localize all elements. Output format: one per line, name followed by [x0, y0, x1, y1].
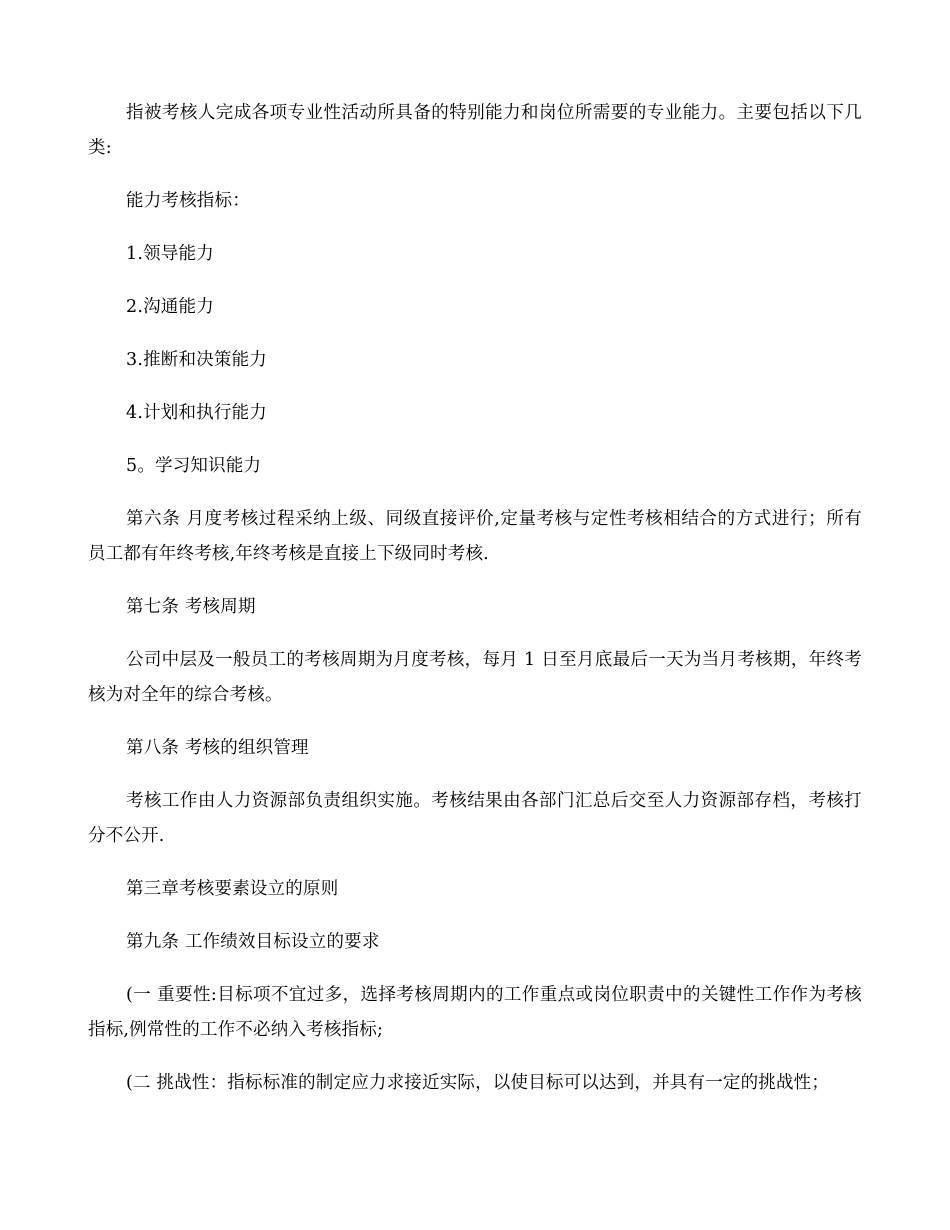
article-9-item-1: (一 重要性:目标项不宜过多，选择考核周期内的工作重点或岗位职责中的关键性工作作为考核指标,例常性的工作不必纳入考核指标;: [88, 985, 862, 1040]
article-7-body: 公司中层及一般员工的考核周期为月度考核，每月 1 日至月底最后一天为当月考核期，年终考核为对全年的综合考核。: [88, 650, 862, 705]
list-item-communication: 2.沟通能力: [126, 297, 214, 317]
document-page: [88, 96, 862, 1119]
list-item-learning: 5。学习知识能力: [126, 456, 262, 476]
list-item-decision-making: 3.推断和决策能力: [126, 350, 267, 370]
article-8-body: 考核工作由人力资源部负责组织实施。考核结果由各部门汇总后交至人力资源部存档，考核打分不公开.: [88, 791, 862, 846]
article-7-heading: 第七条 考核周期: [126, 597, 256, 617]
article-8-heading: 第八条 考核的组织管理: [126, 738, 309, 758]
paragraph-competency-indicators-heading: 能力考核指标：: [126, 191, 250, 211]
chapter-3-heading: 第三章考核要素设立的原则: [126, 879, 339, 899]
list-item-leadership: 1.领导能力: [126, 244, 214, 264]
article-9-heading: 第九条 工作绩效目标设立的要求: [126, 932, 380, 952]
paragraph-competency-definition: 指被考核人完成各项专业性活动所具备的特别能力和岗位所需要的专业能力。主要包括以下几类:: [88, 103, 862, 158]
list-item-planning-execution: 4.计划和执行能力: [126, 403, 267, 423]
article-9-item-2: (二 挑战性：指标标准的制定应力求接近实际，以使目标可以达到，并具有一定的挑战性；: [126, 1073, 830, 1093]
article-6: 第六条 月度考核过程采纳上级、同级直接评价,定量考核与定性考核相结合的方式进行；所有员工都有年终考核,年终考核是直接上下级同时考核.: [88, 509, 862, 564]
